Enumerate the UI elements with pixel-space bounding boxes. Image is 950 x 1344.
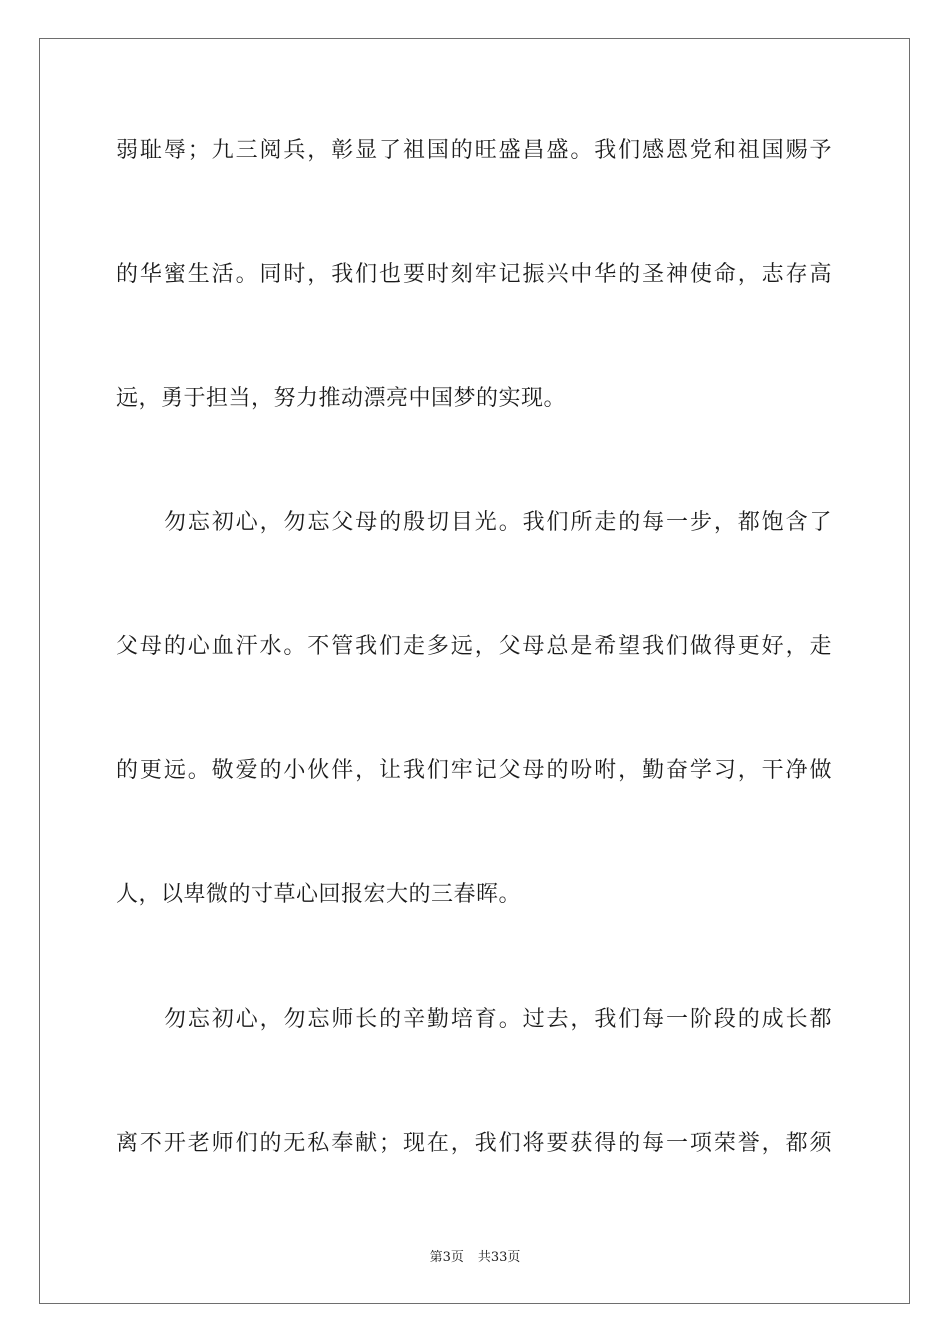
body-text-line: 的华蜜生活。同时，我们也要时刻牢记振兴中华的圣神使命，志存高: [116, 262, 832, 287]
body-text-line: 勿忘初心，勿忘父母的殷切目光。我们所走的每一步，都饱含了: [164, 510, 832, 535]
body-text-line: 远，勇于担当，努力推动漂亮中国梦的实现。: [116, 386, 567, 411]
body-text-line: 勿忘初心，勿忘师长的辛勤培育。过去，我们每一阶段的成长都: [164, 1007, 832, 1032]
body-text-line: 离不开老师们的无私奉献；现在，我们将要获得的每一项荣誉，都须: [116, 1131, 832, 1156]
page-border: [39, 38, 910, 1304]
page-number: 第3页: [429, 1250, 464, 1265]
page-total: 共33页: [477, 1250, 521, 1265]
body-text-line: 的更远。敬爱的小伙伴，让我们牢记父母的吩咐，勤奋学习，干净做: [116, 758, 832, 783]
body-text-line: 父母的心血汗水。不管我们走多远，父母总是希望我们做得更好，走: [116, 634, 832, 659]
body-text-line: 弱耻辱；九三阅兵，彰显了祖国的旺盛昌盛。我们感恩党和祖国赐予: [116, 138, 832, 163]
page-footer: [0, 1250, 950, 1266]
body-text-line: 人，以卑微的寸草心回报宏大的三春晖。: [116, 882, 522, 907]
